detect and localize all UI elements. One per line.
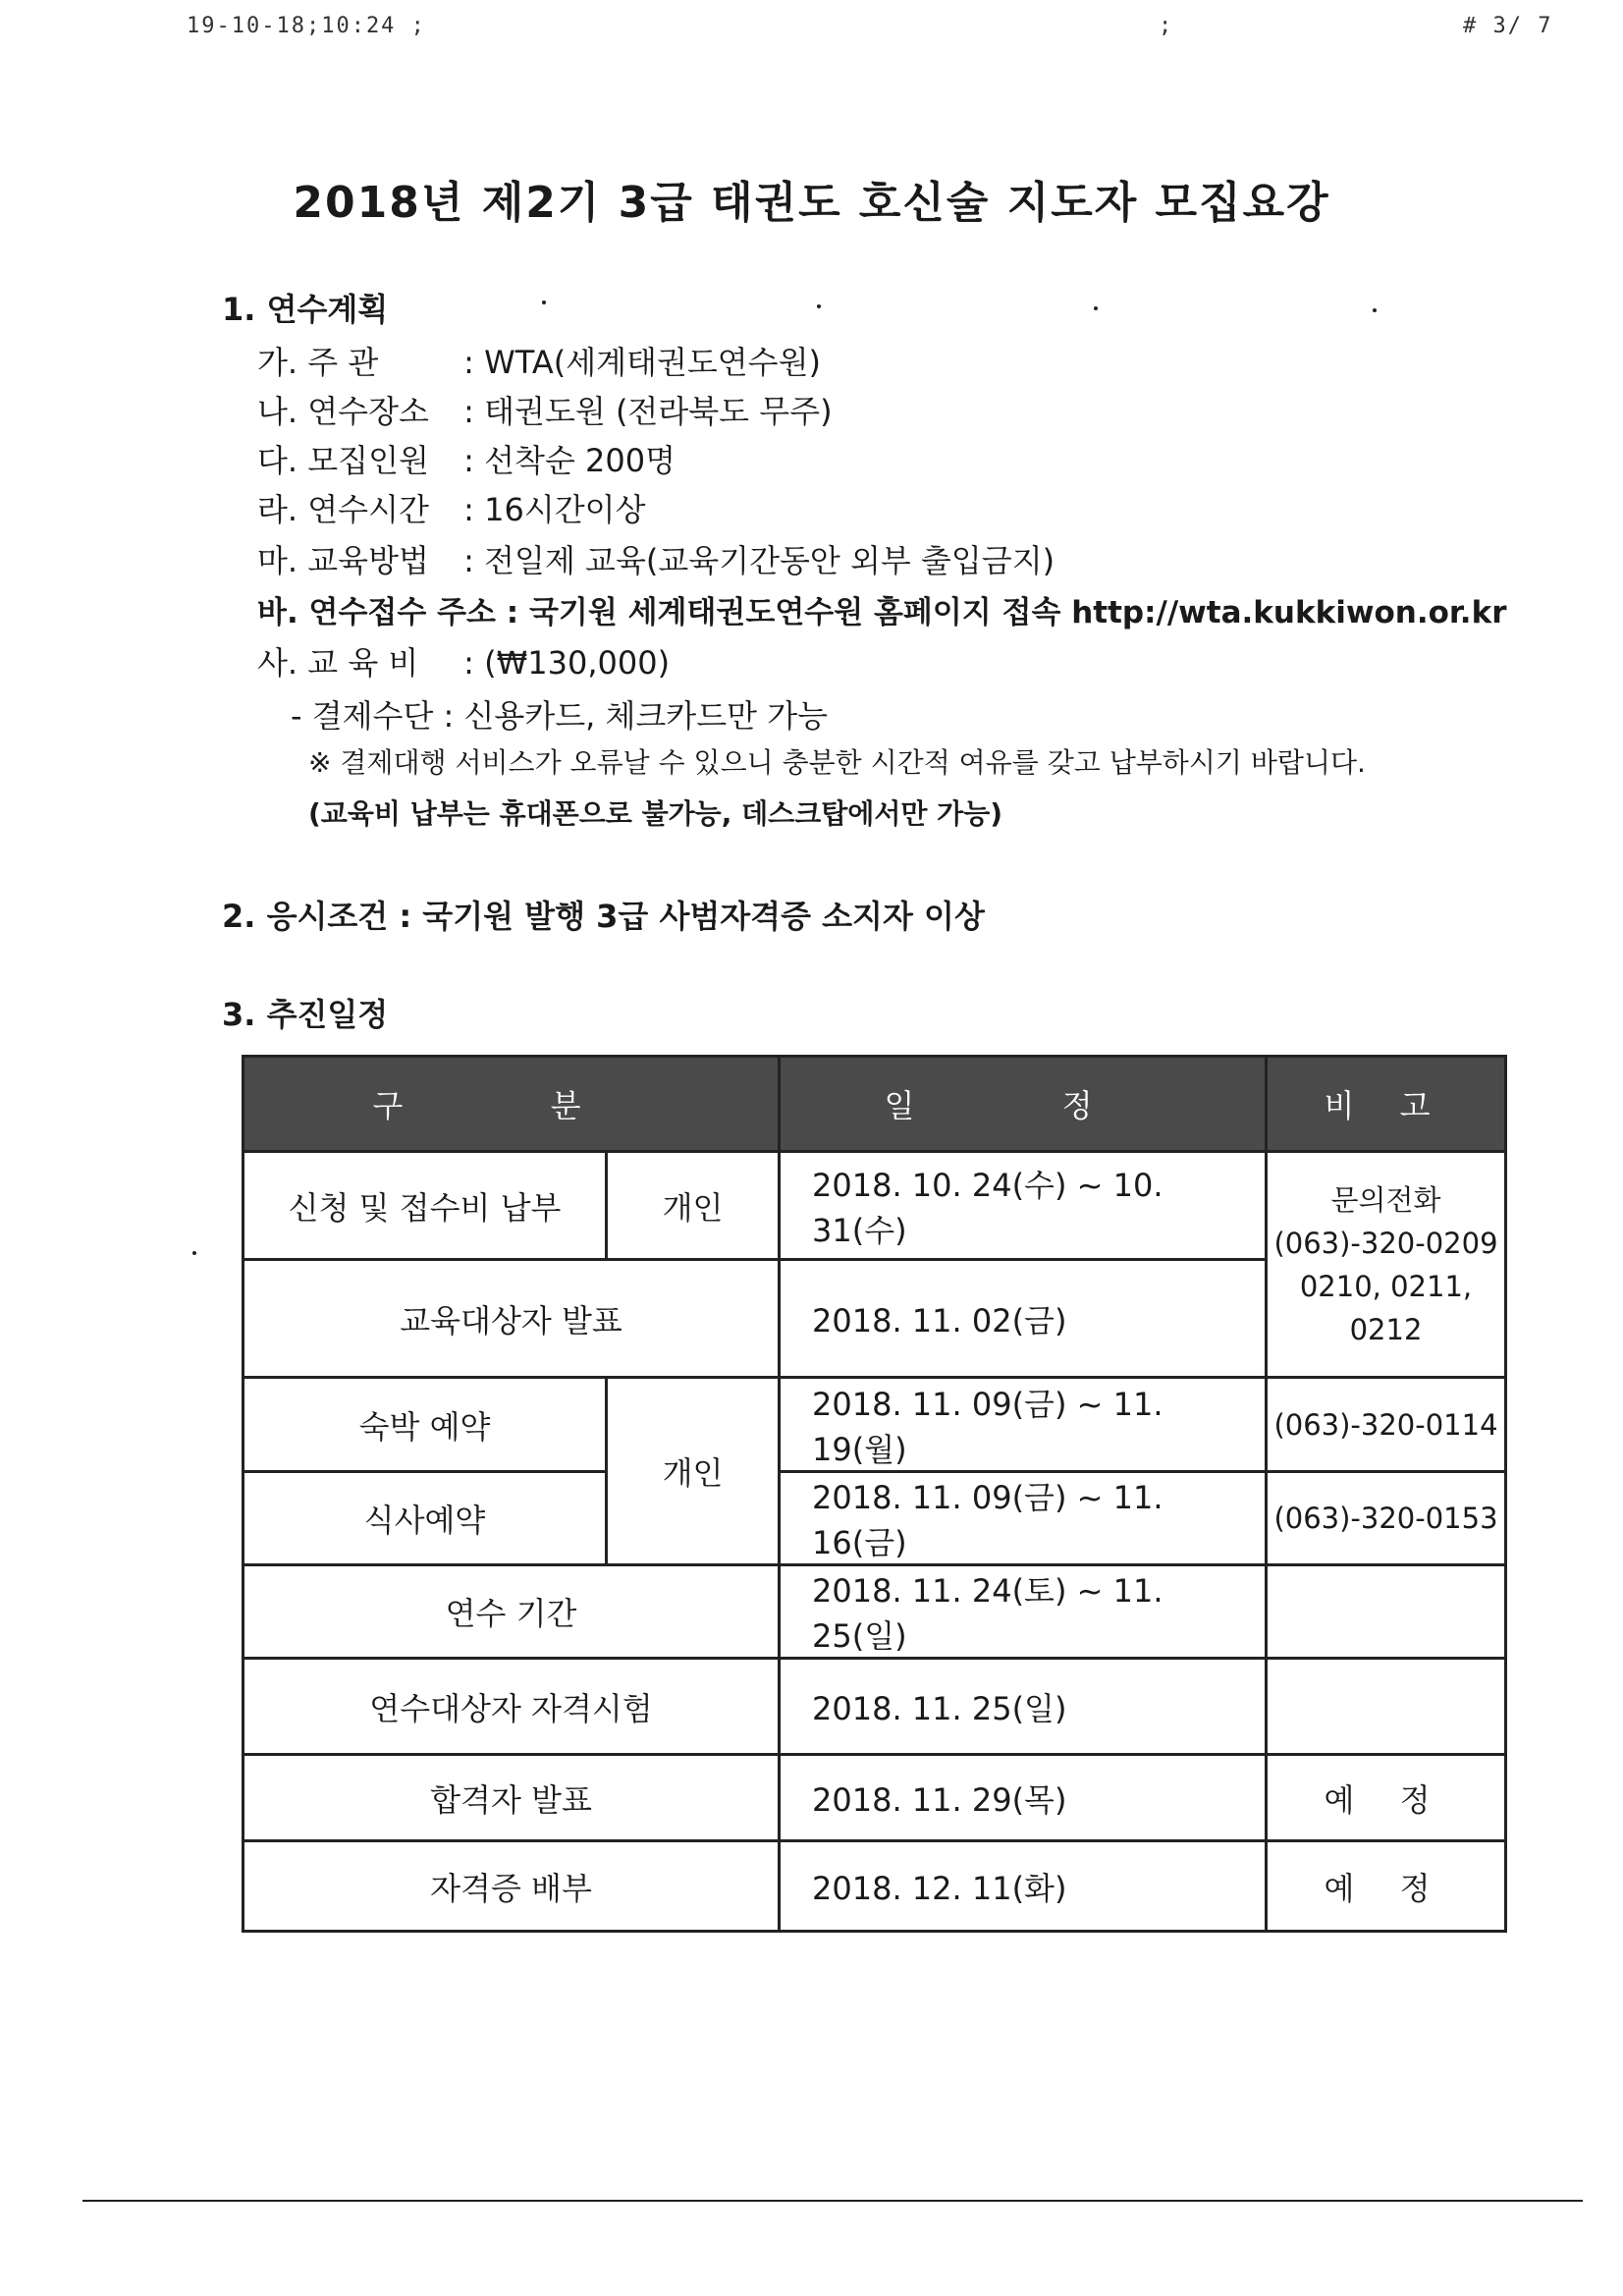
plan-label: 사. 교 육 비 [257,644,419,682]
table-row [243,1659,1506,1755]
row-label: 합격자 발표 [243,1755,780,1841]
plan-label: 가. 주 관 [257,344,379,381]
row-note: (063)-320-0114 [1267,1378,1506,1472]
payment-restriction: (교육비 납부는 휴대폰으로 불가능, 데스크탑에서만 가능) [308,797,1003,830]
scan-dot [542,301,546,304]
plan-value: 선착순 200명 [484,442,676,479]
row-date: 2018. 11. 09(금) ~ 11. 19(월) [780,1378,1267,1472]
table-row [243,1472,1506,1565]
row-note: 예 정 [1267,1841,1506,1932]
table-row [243,1841,1506,1932]
row-date: 2018. 11. 25(일) [780,1659,1267,1755]
plan-item-location: 나. 연수장소 : 태권도원 (전라북도 무주) [257,387,833,432]
header-category: 구 분 [243,1057,780,1152]
plan-label: 마. 교육방법 [257,542,429,579]
header-remarks: 비 고 [1267,1057,1506,1152]
section-1-heading: 1. 연수계획 [222,291,389,328]
plan-item-method: 마. 교육방법 : 전일제 교육(교육기간동안 외부 출입금지) [257,536,1055,581]
plan-item-fee: 사. 교 육 비 : (₩130,000) [257,638,670,683]
payment-notice: ※ 결제대행 서비스가 오류날 수 있으니 충분한 시간적 여유를 갖고 납부하시기 바랍니다. [308,746,1366,779]
plan-item-capacity: 다. 모집인원 : 선착순 200명 [257,436,676,481]
plan-value: 16시간이상 [484,491,646,528]
row-label: 연수대상자 자격시험 [243,1659,780,1755]
table-row [243,1565,1506,1659]
table-row [243,1152,1506,1260]
row-note: (063)-320-0153 [1267,1472,1506,1565]
row-note [1267,1659,1506,1755]
header-schedule: 일 정 [780,1057,1267,1152]
plan-value: 국기원 세계태권도연수원 홈페이지 접속 http://wta.kukkiwon.or.kr [528,595,1507,630]
contact-title: 문의전화 [1330,1182,1441,1217]
payment-method: - 결제수단 : 신용카드, 체크카드만 가능 [291,697,829,735]
contact-phone: (063)-320-0209 [1273,1226,1498,1260]
plan-value: WTA(세계태권도연수원) [484,344,821,381]
row-note [1267,1565,1506,1659]
row-label: 연수 기간 [243,1565,780,1659]
plan-value: (₩130,000) [484,644,671,682]
scan-dot [1373,308,1377,312]
plan-item-registration: 바. 연수접수 주소 : 국기원 세계태권도연수원 홈페이지 접속 http://wta.kukkiwon.or.kr [257,595,1507,630]
plan-label: 라. 연수시간 [257,491,429,528]
table-row [243,1755,1506,1841]
row-date: 2018. 11. 09(금) ~ 11. 16(금) [780,1472,1267,1565]
footer-divider [82,2200,1583,2202]
row-label: 신청 및 접수비 납부 [243,1152,607,1260]
row-label: 숙박 예약 [243,1378,607,1472]
row-note: 예 정 [1267,1755,1506,1841]
plan-item-organizer: 가. 주 관 : WTA(세계태권도연수원) [257,338,821,383]
plan-label: 나. 연수장소 [257,393,429,430]
schedule-table [242,1055,1507,1933]
contact-cell [1267,1152,1506,1378]
row-type: 개인 [607,1152,780,1260]
plan-item-hours: 라. 연수시간 : 16시간이상 [257,485,646,530]
table-header-row [243,1057,1506,1152]
contact-extensions: 0210, 0211, 0212 [1299,1269,1473,1346]
plan-value: 태권도원 (전라북도 무주) [484,393,833,430]
row-label: 자격증 배부 [243,1841,780,1932]
document-title: 2018년 제2기 3급 태권도 호신술 지도자 모집요강 [293,178,1330,228]
row-date: 2018. 11. 02(금) [780,1260,1267,1378]
plan-label: 바. 연수접수 주소 [257,595,496,630]
section-3-heading: 3. 추진일정 [222,996,389,1033]
table-row [243,1378,1506,1472]
section-2-requirement: 2. 응시조건 : 국기원 발행 3급 사범자격증 소지자 이상 [222,898,985,935]
fax-timestamp: 19-10-18;10:24 ; [187,14,426,38]
row-date: 2018. 10. 24(수) ~ 10. 31(수) [780,1152,1267,1260]
row-date: 2018. 11. 29(목) [780,1755,1267,1841]
row-type: 개인 [607,1378,780,1565]
row-date: 2018. 12. 11(화) [780,1841,1267,1932]
row-date: 2018. 11. 24(토) ~ 11. 25(일) [780,1565,1267,1659]
scan-dot [1094,306,1098,310]
scan-dot [817,304,821,308]
plan-label: 다. 모집인원 [257,442,429,479]
fax-page-number: # 3/ 7 [1463,14,1553,38]
row-label: 식사예약 [243,1472,607,1565]
plan-value: 전일제 교육(교육기간동안 외부 출입금지) [484,542,1055,579]
row-label: 교육대상자 발표 [243,1260,780,1378]
fax-separator: ; [1159,14,1174,38]
scan-dot [192,1251,196,1255]
